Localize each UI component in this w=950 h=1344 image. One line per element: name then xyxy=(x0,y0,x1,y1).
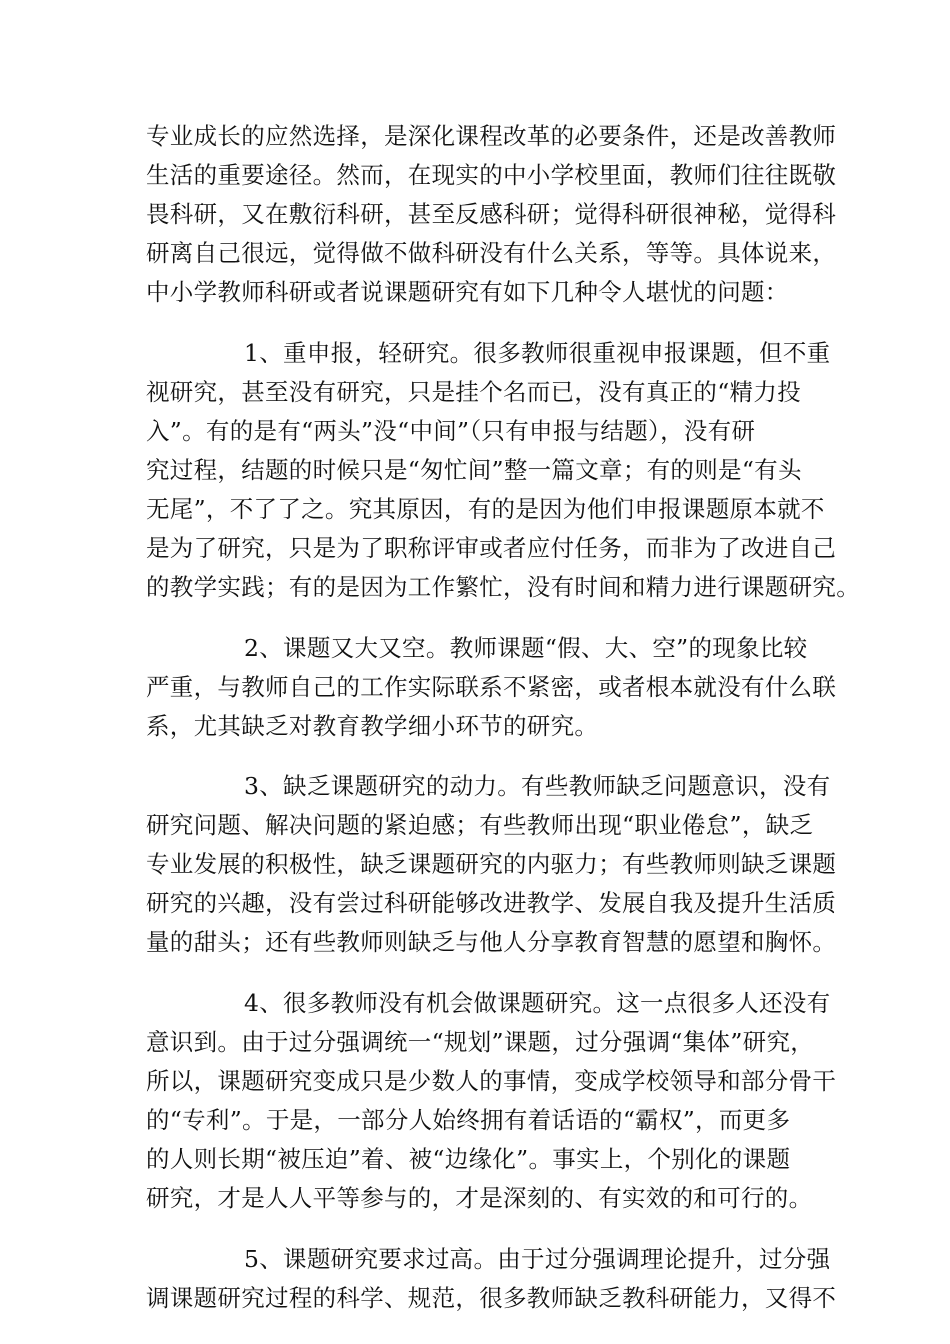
text-line: 畏科研，又在敷衍科研，甚至反感科研；觉得科研很神秘，觉得科 xyxy=(146,200,837,228)
text-line: 究过程，结题的时候只是“匆忙间”整一篇文章；有的则是“有头 xyxy=(146,456,802,484)
text-line: 中小学教师科研或者说课题研究有如下几种令人堪忧的问题： xyxy=(146,278,789,306)
paragraph-5-first-line: 5、课题研究要求过高。由于过分强调理论提升，过分强 xyxy=(244,1245,831,1273)
text-line: 量的甜头；还有些教师则缺乏与他人分享教育智慧的愿望和胸怀。 xyxy=(146,928,837,956)
text-line: 的人则长期“被压迫”着、被“边缘化”。事实上，个别化的课题 xyxy=(146,1145,791,1173)
text-line: 生活的重要途径。然而，在现实的中小学校里面，教师们往往既敬 xyxy=(146,161,837,189)
paragraph-2-first-line: 2、课题又大又空。教师课题“假、大、空”的现象比较 xyxy=(244,634,808,662)
text-line: 意识到。由于过分强调统一“规划”课题，过分强调“集体”研究， xyxy=(146,1028,815,1056)
text-line: 严重，与教师自己的工作实际联系不紧密，或者根本就没有什么联 xyxy=(146,673,837,701)
text-line: 的教学实践；有的是因为工作繁忙，没有时间和精力进行课题研究。 xyxy=(146,573,860,601)
text-line: 是为了研究，只是为了职称评审或者应付任务，而非为了改进自己 xyxy=(146,534,837,562)
text-line: 无尾”，不了了之。究其原因，有的是因为他们申报课题原本就不 xyxy=(146,495,825,523)
text-line: 所以，课题研究变成只是少数人的事情，变成学校领导和部分骨干 xyxy=(146,1067,837,1095)
text-line: 入”。有的是有“两头”没“中间”（只有申报与结题），没有研 xyxy=(146,417,756,445)
text-line: 视研究，甚至没有研究，只是挂个名而已，没有真正的“精力投 xyxy=(146,378,801,406)
text-line: 研离自己很远，觉得做不做科研没有什么关系，等等。具体说来， xyxy=(146,239,837,267)
text-line: 的“专利”。于是，一部分人始终拥有着话语的“霸权”，而更多 xyxy=(146,1106,791,1134)
paragraph-4-first-line: 4、很多教师没有机会做课题研究。这一点很多人还没有 xyxy=(244,989,831,1017)
text-line: 专业成长的应然选择，是深化课程改革的必要条件，还是改善教师 xyxy=(146,122,837,150)
text-line: 调课题研究过程的科学、规范，很多教师缺乏教科研能力，又得不 xyxy=(146,1284,837,1312)
text-line: 研究，才是人人平等参与的，才是深刻的、有实效的和可行的。 xyxy=(146,1184,813,1212)
paragraph-1-first-line: 1、重申报，轻研究。很多教师很重视申报课题，但不重 xyxy=(244,339,831,367)
text-line: 研究问题、解决问题的紧迫感；有些教师出现“职业倦怠”，缺乏 xyxy=(146,811,814,839)
text-line: 专业发展的积极性，缺乏课题研究的内驱力；有些教师则缺乏课题 xyxy=(146,850,837,878)
text-line: 研究的兴趣，没有尝过科研能够改进教学、发展自我及提升生活质 xyxy=(146,889,837,917)
text-line: 系，尤其缺乏对教育教学细小环节的研究。 xyxy=(146,712,599,740)
paragraph-3-first-line: 3、缺乏课题研究的动力。有些教师缺乏问题意识，没有 xyxy=(244,772,831,800)
